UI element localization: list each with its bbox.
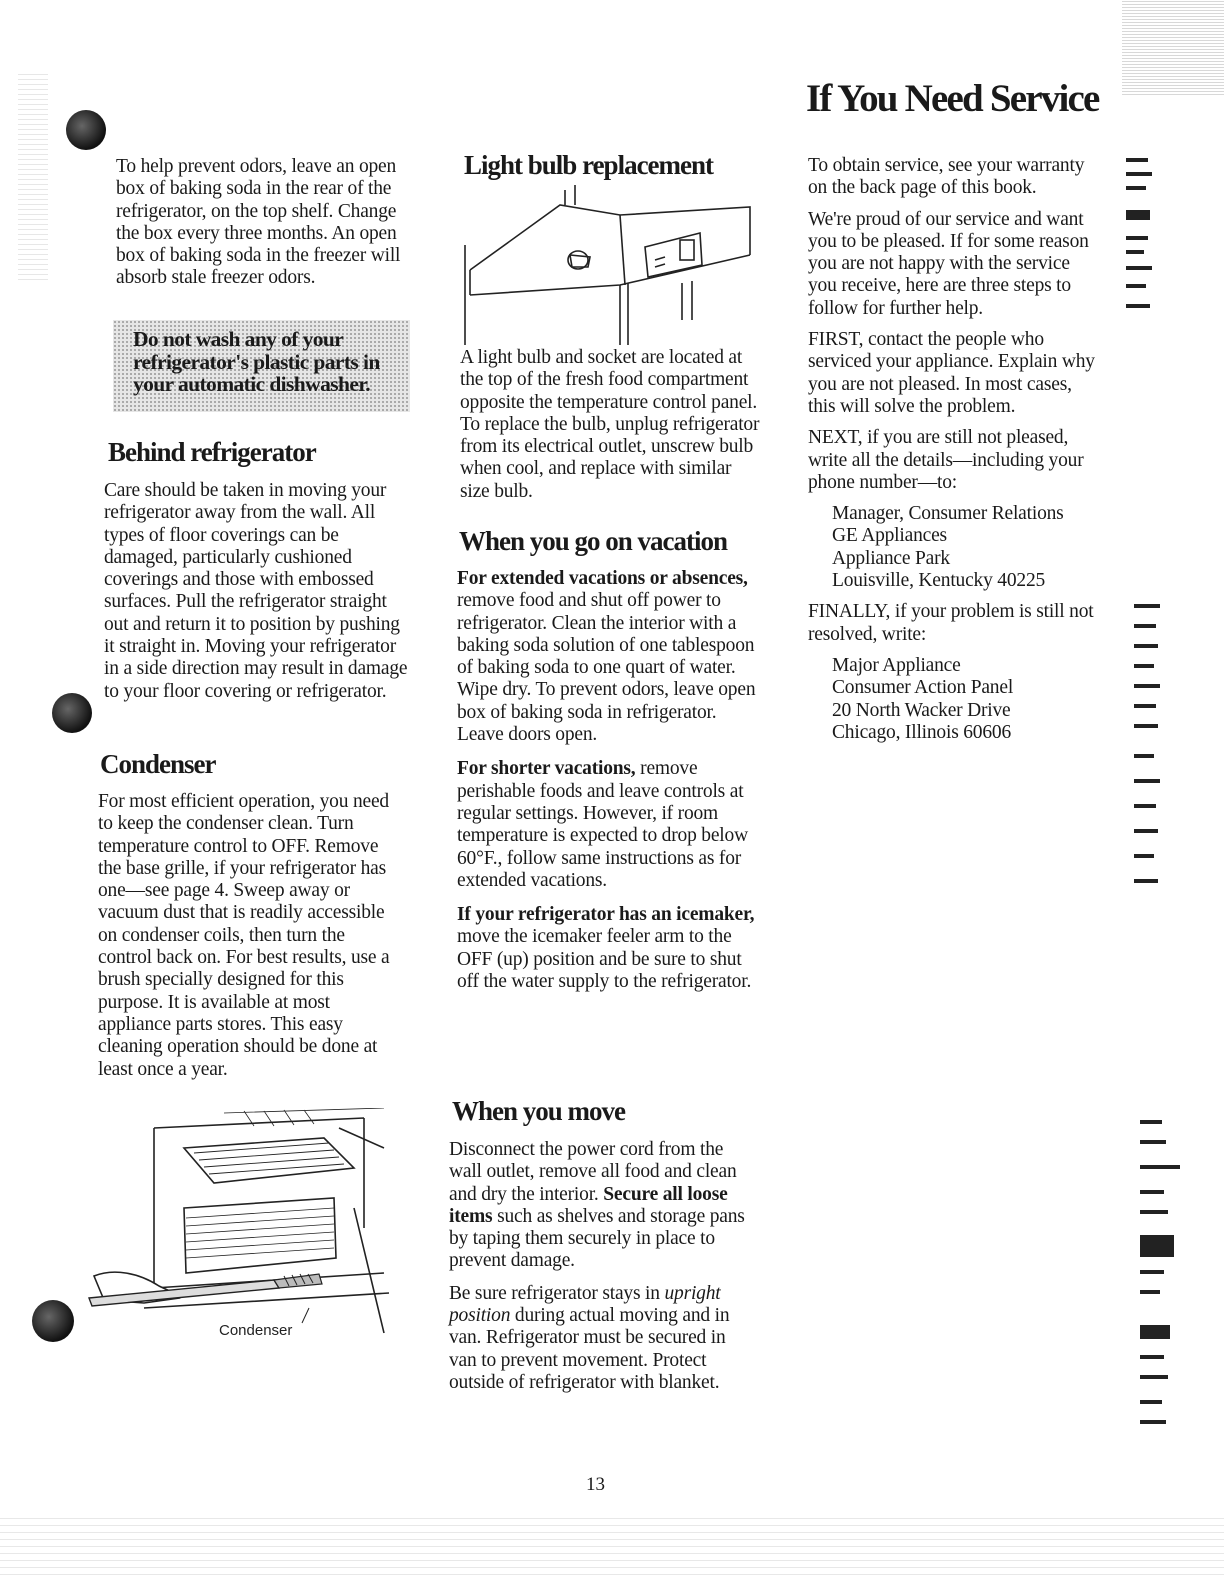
behind-refrigerator-section: [104, 480, 409, 712]
address-line: Major Appliance: [832, 654, 961, 676]
binder-hole-top: [66, 110, 106, 150]
address-line: Manager, Consumer Relations: [832, 503, 1064, 525]
extended-vacation-paragraph: [457, 568, 762, 746]
shorter-vacation-paragraph: [457, 758, 762, 892]
behind-refrigerator-heading: Behind refrigerator: [108, 437, 316, 467]
service-p4: NEXT, if you are still not pleased, write all the details—including your phone number—to:: [808, 427, 1084, 493]
extended-vacation-lead: For extended vacations or absences,: [457, 568, 748, 589]
move-text-2: such as shelves and storage pans by taping them securely in place to prevent damage.: [449, 1205, 745, 1272]
move-bold: Secure all loose items: [449, 1183, 728, 1227]
page-number: 13: [586, 1474, 605, 1495]
shorter-vacation-lead: For shorter vacations,: [457, 758, 636, 780]
move-p2-a: Be sure refrigerator stays in: [449, 1282, 665, 1304]
address-line: Appliance Park: [832, 547, 950, 569]
move-text-1: Disconnect the power cord from the wall outlet, remove all food and clean and dry the interior.: [449, 1139, 737, 1205]
condenser-text: For most efficient operation, you need to keep the condenser clean. Turn temperature control to OFF. Remove the base grille, if your refrigerator has one—see page 4. Sweep away or vacuum dust that is readily accessible on condenser coils, then turn the control back on. For best results, use a brush specially designed for this purpose. It is available at most appliance parts stores. This easy cleaning operation should be done at least once a year.: [98, 791, 390, 1080]
vacation-section: [457, 568, 762, 1002]
move-p2-italic: upright position: [449, 1282, 721, 1327]
shorter-vacation-text: remove perishable foods and leave controls at regular settings. However, if room temperature is expected to drop below 60°F., follow same instructions as for extended vacations.: [457, 758, 748, 891]
condenser-illustration: [84, 1108, 394, 1358]
address-line: Louisville, Kentucky 40225: [832, 570, 1046, 592]
move-p2-b: during actual moving and in van. Refrigerator must be secured in van to prevent movement. Protect outside of refrigerator with blanket.: [449, 1305, 730, 1393]
light-bulb-text: A light bulb and socket are located at the top of the fresh food compartment opposite the temperature control panel. To replace the bulb, unplug refrigerator from its electrical outlet, unscrew bulb when cool, and replace with similar size bulb.: [460, 347, 760, 502]
binder-hole-middle: [52, 693, 92, 733]
service-p1: To obtain service, see your warranty on the back page of this book.: [808, 155, 1085, 199]
edge-tab-marks-bottom: [1140, 1120, 1190, 1440]
move-paragraph-2: [449, 1283, 757, 1394]
service-p3: FIRST, contact the people who serviced your appliance. Explain why you are not pleased. In most cases, this will solve the problem.: [808, 329, 1095, 417]
column-3: [808, 155, 1103, 753]
light-bulb-heading: Light bulb replacement: [464, 150, 714, 180]
service-p5: FINALLY, if your problem is still not resolved, write:: [808, 601, 1094, 645]
page-title: If You Need Service: [806, 77, 1099, 120]
icemaker-paragraph: [457, 904, 762, 993]
edge-tab-marks-top: [1126, 158, 1156, 318]
move-paragraph-1: [449, 1139, 757, 1273]
move-heading: When you move: [452, 1096, 626, 1126]
scan-edge-left: [18, 70, 48, 280]
scan-edge-bottom: [0, 1515, 1224, 1575]
condenser-section: [98, 791, 400, 1090]
scan-edge-topright: [1122, 0, 1224, 95]
notice-text: Do not wash any of your refrigerator's plastic parts in your automatic dishwasher.: [133, 327, 380, 396]
icemaker-text: move the icemaker feeler arm to the OFF (up) position and be sure to shut off the water supply to the refrigerator.: [457, 926, 752, 993]
edge-tab-marks-middle: [1134, 604, 1174, 894]
dishwasher-notice: [113, 320, 410, 412]
address-action-panel: [808, 655, 1103, 744]
intro-paragraph: To help prevent odors, leave an open box of baking soda in the rear of the refrigerator, on the top shelf. Change the box every three months. An open box of baking soda in the freezer will absorb stale freezer odors.: [116, 156, 401, 289]
address-line: GE Appliances: [832, 525, 947, 547]
address-line: Consumer Action Panel: [832, 677, 1014, 699]
condenser-label: Condenser: [219, 1322, 293, 1339]
extended-vacation-text: remove food and shut off power to refrigerator. Clean the interior with a baking soda solution of one tablespoon of baking soda to one quart of water. Wipe dry. To prevent odors, leave open box of baking soda in refrigerator. Leave doors open.: [457, 590, 756, 746]
icemaker-lead: If your refrigerator has an icemaker,: [457, 904, 755, 926]
service-p2: We're proud of our service and want you to be pleased. If for some reason you are not happy with the service you receive, here are three steps to follow for further help.: [808, 208, 1089, 319]
condenser-heading: Condenser: [100, 749, 216, 779]
light-bulb-illustration: [460, 185, 760, 345]
address-line: 20 North Wacker Drive: [832, 699, 1011, 721]
light-bulb-section: [460, 347, 765, 512]
behind-refrigerator-text: Care should be taken in moving your refrigerator away from the wall. All types of floor coverings can be damaged, particularly cushioned coverings and those with embossed surfaces. Pull the refrigerator straight out and return it to position by pushing it straight in. Moving your refrigerator in a side direction may result in damage to your floor covering or refrigerator.: [104, 480, 408, 702]
address-consumer-relations: [808, 503, 1103, 592]
binder-hole-bottom: [32, 1300, 74, 1342]
column-1: [116, 156, 421, 299]
vacation-heading: When you go on vacation: [459, 526, 728, 556]
address-line: Chicago, Illinois 60606: [832, 721, 1012, 743]
move-section: [449, 1139, 757, 1403]
